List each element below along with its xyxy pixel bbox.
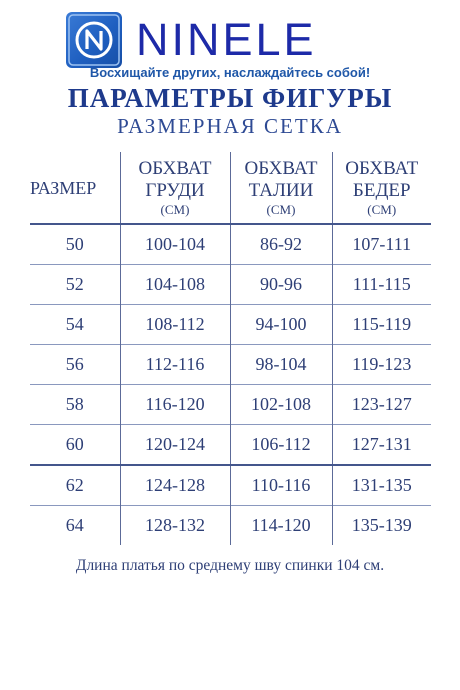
cell-waist: 90-96 [230,265,332,305]
header-chest [120,152,230,224]
table-row [30,425,431,466]
cell-hips: 127-131 [332,425,431,466]
cell-hips: 119-123 [332,345,431,385]
header-label: ОБХВАТ [244,158,318,179]
header-unit: (СМ) [367,202,397,217]
logo-n-icon [66,12,122,68]
cell-chest: 112-116 [120,345,230,385]
cell-hips: 123-127 [332,385,431,425]
cell-size: 50 [30,224,120,265]
cell-waist: 94-100 [230,305,332,345]
page-subtitle: РАЗМЕРНАЯ СЕТКА [117,114,343,138]
cell-chest: 104-108 [120,265,230,305]
table-header-row [30,152,431,224]
table-row [30,385,431,425]
header-label: ОБХВАТ [138,158,212,179]
cell-waist: 102-108 [230,385,332,425]
cell-size: 54 [30,305,120,345]
cell-chest: 116-120 [120,385,230,425]
brand-name: NINELE [136,14,317,65]
cell-chest: 128-132 [120,506,230,546]
cell-waist: 86-92 [230,224,332,265]
header-label: ГРУДИ [145,180,205,201]
footnote: Длина платья по среднему шву спинки 104 см. [75,557,385,574]
table-row [30,345,431,385]
header-unit: (СМ) [266,202,296,217]
header-label: БЕДЕР [352,180,411,201]
header-size [30,152,120,224]
cell-hips: 111-115 [332,265,431,305]
cell-waist: 98-104 [230,345,332,385]
table-row [30,224,431,265]
cell-size: 56 [30,345,120,385]
header-hips [332,152,431,224]
cell-waist: 106-112 [230,425,332,466]
table-row [30,305,431,345]
page-title: ПАРАМЕТРЫ ФИГУРЫ [67,83,393,113]
brand-logo [66,12,406,68]
cell-waist: 114-120 [230,506,332,546]
cell-chest: 100-104 [120,224,230,265]
cell-hips: 135-139 [332,506,431,546]
size-table [30,152,431,545]
table-row [30,465,431,506]
cell-chest: 120-124 [120,425,230,466]
cell-chest: 108-112 [120,305,230,345]
cell-chest: 124-128 [120,465,230,506]
brand-slogan: Восхищайте других, наслаждайтесь собой! [89,65,371,80]
header-waist [230,152,332,224]
header-label: РАЗМЕР [30,177,97,198]
cell-waist: 110-116 [230,465,332,506]
cell-size: 64 [30,506,120,546]
table-row [30,265,431,305]
cell-size: 60 [30,425,120,466]
header-label: ОБХВАТ [345,158,419,179]
cell-hips: 107-111 [332,224,431,265]
cell-hips: 131-135 [332,465,431,506]
table-row [30,506,431,546]
header-unit: (СМ) [160,202,190,217]
cell-size: 52 [30,265,120,305]
cell-hips: 115-119 [332,305,431,345]
header-label: ТАЛИИ [248,180,314,201]
cell-size: 58 [30,385,120,425]
cell-size: 62 [30,465,120,506]
